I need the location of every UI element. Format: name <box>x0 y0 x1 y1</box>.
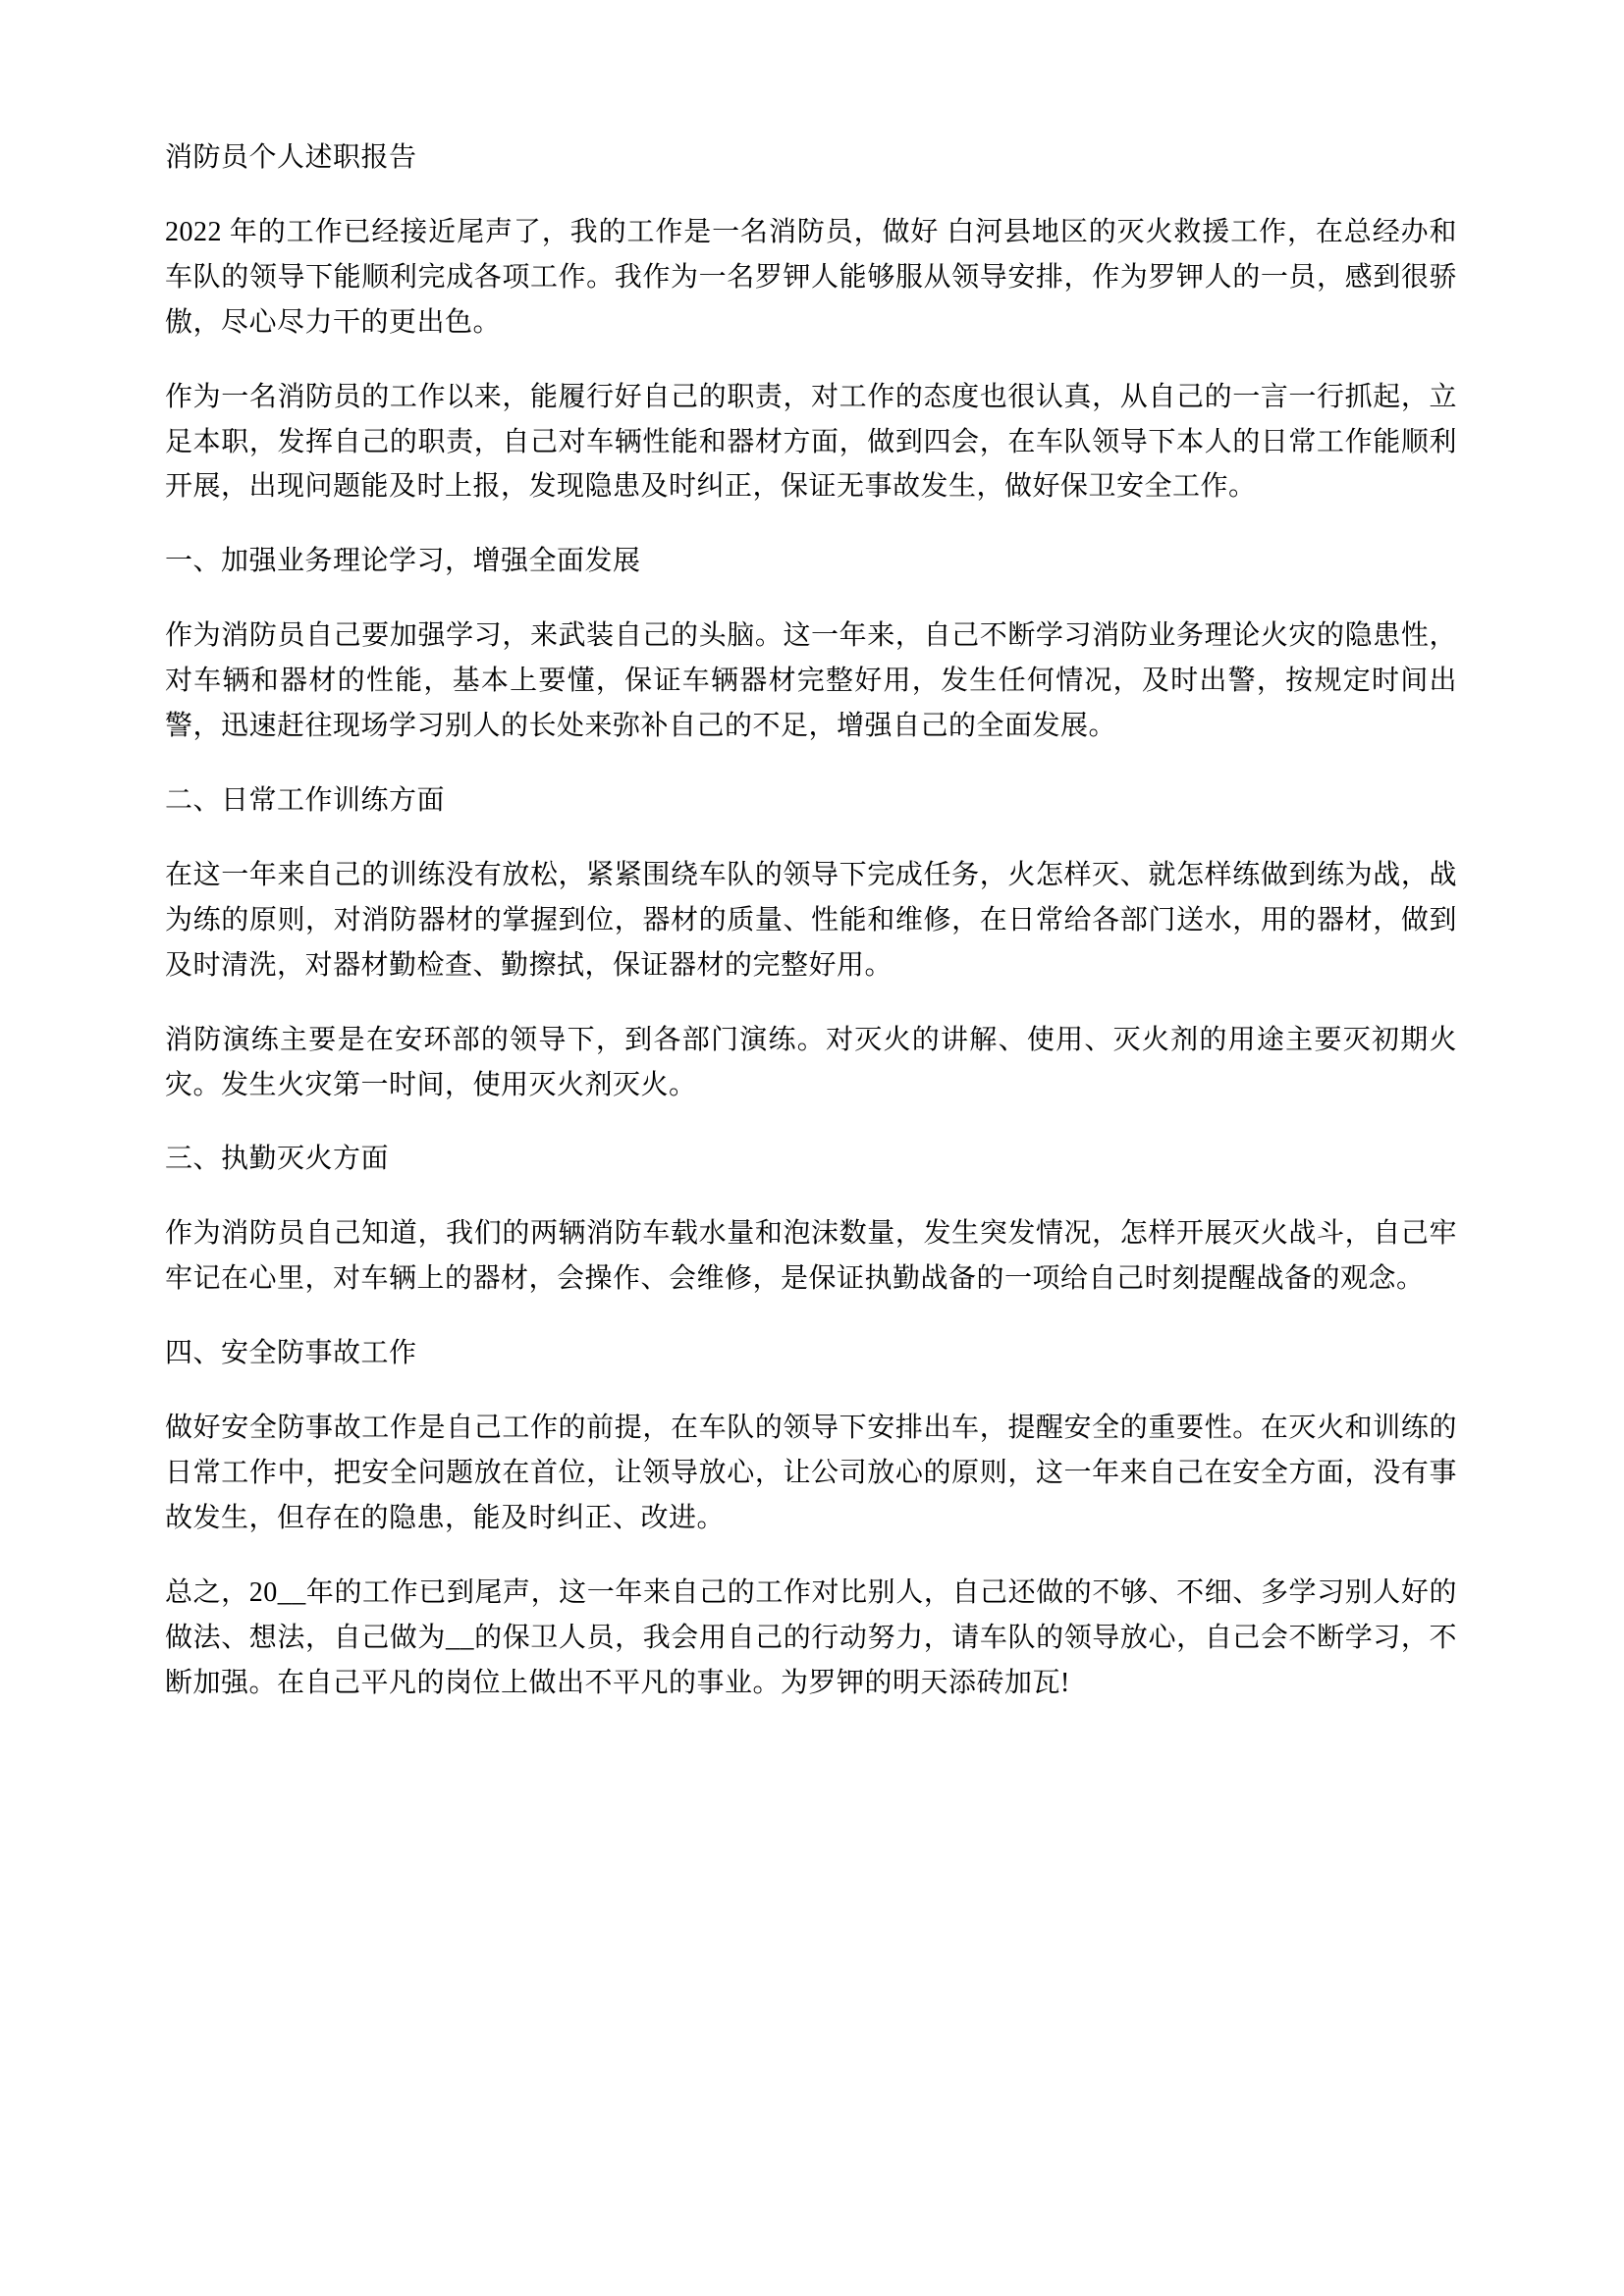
paragraph: 做好安全防事故工作是自己工作的前提，在车队的领导下安排出车，提醒安全的重要性。在灭火和训练的日常工作中，把安全问题放在首位，让领导放心，让公司放心的原则，这一年来自己在安全方面，没有事故发生，但存在的隐患，能及时纠正、改进。 <box>165 1413 1457 1533</box>
document-title: 消防员个人述职报告 <box>165 142 417 173</box>
paragraph: 消防演练主要是在安环部的领导下，到各部门演练。对灭火的讲解、使用、灭火剂的用途主要灭初期火灾。发生火灾第一时间，使用灭火剂灭火。 <box>165 1024 1457 1100</box>
paragraph: 在这一年来自己的训练没有放松，紧紧围绕车队的领导下完成任务，火怎样灭、就怎样练做到练为战，战为练的原则，对消防器材的掌握到位，器材的质量、性能和维修，在日常给各部门送水，用的器材，做到及时清洗，对器材勤检查、勤擦拭，保证器材的完整好用。 <box>165 859 1457 981</box>
paragraph: 总之，20__年的工作已到尾声，这一年来自己的工作对比别人，自己还做的不够、不细、多学习别人好的做法、想法，自己做为__的保卫人员，我会用自己的行动努力，请车队的领导放心，自己会不断学习，不断加强。在自己平凡的岗位上做出不平凡的事业。为罗钾的明天添砖加瓦! <box>165 1576 1457 1698</box>
paragraph: 作为消防员自己知道，我们的两辆消防车载水量和泡沫数量，发生突发情况，怎样开展灭火战斗，自己牢牢记在心里，对车辆上的器材，会操作、会维修，是保证执勤战备的一项给自己时刻提醒战备的观念。 <box>165 1218 1457 1295</box>
paragraph: 作为一名消防员的工作以来，能履行好自己的职责，对工作的态度也很认真，从自己的一言一行抓起，立足本职，发挥自己的职责，自己对车辆性能和器材方面，做到四会，在车队领导下本人的日常工作能顺利开展，出现问题能及时上报，发现隐患及时纠正，保证无事故发生，做好保卫安全工作。 <box>165 381 1457 503</box>
paragraph: 作为消防员自己要加强学习，来武装自己的头脑。这一年来，自己不断学习消防业务理论火灾的隐患性，对车辆和器材的性能，基本上要懂，保证车辆器材完整好用，发生任何情况，及时出警，按规定时间出警，迅速赶往现场学习别人的长处来弥补自己的不足，增强自己的全面发展。 <box>165 620 1457 742</box>
section-heading: 三、执勤灭火方面 <box>165 1144 390 1175</box>
section-heading: 四、安全防事故工作 <box>165 1338 417 1369</box>
paragraph: 2022 年的工作已经接近尾声了，我的工作是一名消防员，做好 白河县地区的灭火救援工作，在总经办和车队的领导下能顺利完成各项工作。我作为一名罗钾人能够服从领导安排，作为罗钾人的一员，感到很骄傲，尽心尽力干的更出色。 <box>165 216 1457 338</box>
section-heading: 二、日常工作训练方面 <box>165 784 446 816</box>
section-heading: 一、加强业务理论学习，增强全面发展 <box>165 546 641 577</box>
